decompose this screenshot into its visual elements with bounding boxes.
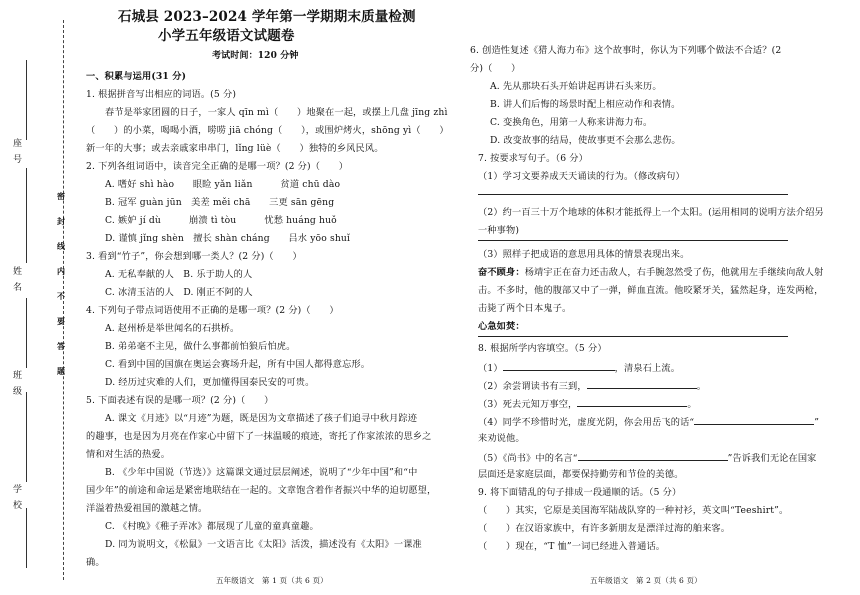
- question-1: 1. 根据拼音写出相应的词语。(5 分): [86, 89, 237, 100]
- answer-line[interactable]: [478, 336, 788, 337]
- fill-blank[interactable]: [577, 396, 687, 407]
- q1-text-line: 新一年的大事；或去亲戚家串串门，lǐng lüè（ ）独特的乡风民风。: [86, 143, 384, 154]
- fill-blank[interactable]: [503, 360, 615, 371]
- seal-char: 答: [57, 341, 66, 351]
- q7-part-3: （3）照样子把成语的意思用具体的情景表现出来。: [478, 249, 690, 260]
- q6-option-d: D. 改变故事的结局，使故事更不会那么悲伤。: [490, 135, 681, 146]
- question-8: 8. 根据所学内容填空。（5 分）: [478, 343, 607, 354]
- q6-text-line: 分)（ ）: [470, 63, 521, 74]
- q8-item-text: ”告诉我们无论在国家: [727, 453, 817, 464]
- prompt-label: 心急如焚：: [478, 321, 525, 332]
- q4-option-c: C. 看到中国的国旗在奥运会赛场升起，所有中国人都得意忘形。: [105, 359, 371, 370]
- q8-item-1: [478, 360, 680, 375]
- question-3: 3. 看到“竹子”，你会想到哪一类人？(2 分)（ ）: [86, 251, 302, 262]
- margin-line: [26, 298, 27, 368]
- section-heading: 一、积累与运用(31 分): [86, 71, 187, 82]
- example-label: 奋不顾身：: [478, 267, 525, 278]
- q5-option-d: D. 同为说明文，《松鼠》一文语言比《太阳》活泼，描述没有《太阳》一课准: [105, 539, 422, 550]
- example-text-line: 击。不多时，他的腹部又中了一弹，鲜血直流。他咬紧牙关，猛然起身，连发两枪，: [478, 285, 824, 296]
- q2-option-d: D. 谨慎 jǐng shèn 擅长 shàn cháng 吕水 yōo shuǐ: [105, 233, 351, 244]
- q8-text-line: 来劝说他。: [478, 433, 525, 444]
- answer-line[interactable]: [478, 194, 788, 195]
- q8-item-5: [478, 450, 817, 465]
- example-text-line: 击毙了两个日本鬼子。: [478, 303, 572, 314]
- page-footer-right: 五年级语文 第 2 页（共 6 页）: [590, 576, 702, 585]
- q5-text-line: 洋溢着热爱祖国的激越之情。: [86, 503, 208, 514]
- question-2: 2. 下列各组词语中，读音完全正确的是哪一项？(2 分)（ ）: [86, 161, 349, 172]
- q6-option-c: C. 变换角色，用第一人称来讲海力布。: [490, 117, 653, 128]
- q4-option-d: D. 经历过灾难的人们，更加懂得国泰民安的可贵。: [105, 377, 315, 388]
- q9-item-3: （ ）现在，“T 恤”一词已经进入普通话。: [478, 541, 666, 552]
- question-6: 6. 创造性复述《猎人海力布》这个故事时，你认为下列哪个做法不合适？(2: [470, 45, 782, 56]
- exam-time: 考试时间：120 分钟: [212, 51, 299, 61]
- seal-char: 线: [57, 241, 66, 251]
- q8-item-4: [478, 414, 819, 429]
- q5-option-a: A. 课文《月迹》以“月迹”为题，既是因为文章描述了孩子们追寻中秋月踪迹: [105, 413, 418, 424]
- page-footer-left: 五年级语文 第 1 页（共 6 页）: [216, 576, 328, 585]
- q8-item-text: （2）余尝谓读书有三到，: [478, 381, 587, 392]
- question-4: 4. 下列句子带点词语使用不正确的是哪一项？(2 分)（ ）: [86, 305, 339, 316]
- q5-text-line: 情和对生活的热爱。: [86, 449, 171, 460]
- seat-label: 座 号: [11, 138, 21, 165]
- q3-options-ab: A. 无私奉献的人 B. 乐于助人的人: [105, 269, 253, 280]
- q8-item-text: ”: [814, 417, 820, 428]
- exam-title: 石城县 2023–2024 学年第一学期期末质量检测: [118, 9, 416, 25]
- fill-blank[interactable]: [587, 378, 697, 389]
- q5-option-b: B. 《少年中国说（节选）》这篇课文通过层层阐述，说明了“少年中国”和“中: [105, 467, 418, 478]
- fill-blank[interactable]: [578, 450, 728, 461]
- margin-line: [26, 168, 27, 263]
- margin-line: [26, 508, 27, 568]
- q8-item-2: [478, 378, 706, 393]
- q3-options-cd: C. 冰清玉洁的人 D. 刚正不阿的人: [105, 287, 253, 298]
- margin-line: [26, 60, 27, 140]
- q4-option-a: A. 赵州桥是举世闻名的石拱桥。: [105, 323, 240, 334]
- q8-item-3: [478, 396, 697, 411]
- seal-char: 封: [57, 216, 66, 226]
- q5-text-line: 的趣事，也是因为月亮在作家心中留下了一抹温暖的痕迹，寄托了作家浓浓的思乡之: [86, 431, 432, 442]
- q5-text-line: 确。: [86, 557, 105, 568]
- seal-char: 题: [57, 366, 66, 376]
- seal-char: 要: [57, 316, 66, 326]
- q9-item-1: （ ）其实，它原是美国海军陆战队穿的一种衬衫，英文叫“Teeshirt”。: [478, 505, 789, 516]
- q5-option-c: C. 《村晚》《稚子弄冰》都展现了儿童的童真童趣。: [105, 521, 319, 532]
- q5-text-line: 国少年”的前途和命运是紧密地联结在一起的。文章饱含着作者振兴中华的迫切愿望，: [86, 485, 437, 496]
- question-5: 5. 下面表述有误的是哪一项？(2 分)（ ）: [86, 395, 274, 406]
- q8-text-line: 层面还是家庭层面，都要保持勤劳和节俭的美德。: [478, 469, 684, 480]
- q7-part-1: （1）学习文要养成天天诵读的行为。（修改病句）: [478, 171, 685, 182]
- question-7: 7. 按要求写句子。（6 分）: [478, 153, 588, 164]
- seal-char: 内: [57, 266, 66, 276]
- q8-item-text: （3）死去元知万事空，: [478, 399, 578, 410]
- q2-option-b: B. 冠军 guàn jūn 美差 měi chā 三更 sān gēng: [105, 197, 335, 208]
- answer-line[interactable]: [478, 240, 788, 241]
- q1-text-line: 春节是举家团圆的日子，一家人 qīn mì（ ）地聚在一起，或摆上几盘 jīng zhì: [105, 107, 448, 118]
- class-label: 班 级: [11, 370, 21, 397]
- seal-char: 密: [57, 191, 66, 201]
- q2-option-c: C. 嫉妒 jí dù 崩溃 tì tòu 忧愁 huáng huǒ: [105, 215, 337, 226]
- q2-option-a: A. 嗜好 shì hào 眼睑 yǎn liǎn 贫道 chū dào: [105, 179, 341, 190]
- q9-item-2: （ ）在汉语家族中，有许多新朋友是漂洋过海的舶来客。: [478, 523, 731, 534]
- margin-line: [26, 392, 27, 482]
- q8-item-text: 。: [687, 399, 697, 410]
- question-9: 9. 将下面错乱的句子排成一段通顺的话。（5 分）: [478, 487, 682, 498]
- q6-option-b: B. 讲人们后悔的场景时配上相应动作和表情。: [490, 99, 681, 110]
- example-paragraph: [478, 266, 824, 279]
- q8-item-text: （1）: [478, 363, 503, 374]
- q8-item-text: ，清泉石上流。: [614, 363, 681, 374]
- name-label: 姓 名: [11, 266, 21, 293]
- q6-option-a: A. 先从那块石头开始讲起再讲石头来历。: [490, 81, 662, 92]
- q8-item-text: （4）同学不珍惜时光，虚度光阴，你会用岳飞的话“: [478, 417, 695, 428]
- fill-blank[interactable]: [694, 414, 814, 425]
- q8-item-text: 。: [696, 381, 707, 392]
- example-text: 杨靖宇正在奋力还击敌人，右手腕忽然受了伤，他就用左手继续向敌人射: [524, 267, 824, 278]
- paper-title: 小学五年级语文试题卷: [158, 28, 295, 44]
- school-label: 学 校: [11, 484, 21, 511]
- q7-text-line: 一种事物): [478, 225, 520, 236]
- q8-item-text: （5）《尚书》中的名言“: [478, 453, 578, 464]
- seal-char: 不: [57, 291, 66, 301]
- q1-text-line: （ ）的小菜，喝喝小酒，唠唠 jiā chóng（ ），或围炉烤火，shōng yì（ ）: [86, 125, 449, 136]
- q7-part-2: （2）约一百三十万个地球的体积才能抵得上一个太阳。(运用相同的说明方法介绍另: [478, 207, 824, 218]
- q4-option-b: B. 弟弟毫不主见，做什么事都前怕狼后怕虎。: [105, 341, 296, 352]
